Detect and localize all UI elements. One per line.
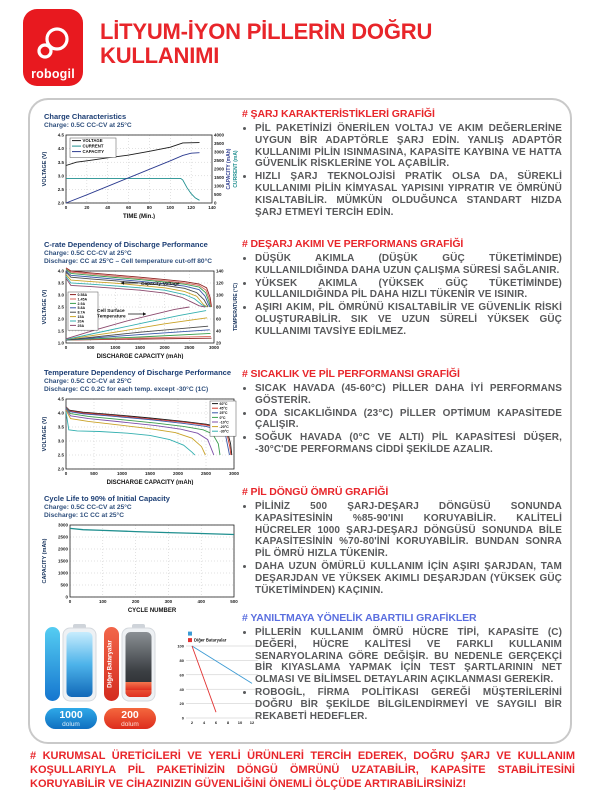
svg-text:CAPACITY (mAh): CAPACITY (mAh) <box>42 538 48 584</box>
svg-text:200: 200 <box>121 709 139 721</box>
svg-text:40: 40 <box>216 328 222 334</box>
robogil-rings-icon <box>34 26 72 67</box>
chart-title: Charge Characteristics <box>44 112 127 121</box>
section-heading: # ŞARJ KARAKTERİSTİKLERİ GRAFİĞİ <box>242 108 435 120</box>
chart-charge-characteristics <box>40 112 242 224</box>
chart-temperature-discharge <box>40 368 242 490</box>
chart-cycle-life <box>40 494 242 618</box>
svg-text:0: 0 <box>64 205 68 210</box>
section-abartili-grafikler <box>242 612 562 723</box>
cycle-life-plot <box>40 521 242 618</box>
svg-text:dolum: dolum <box>121 721 139 728</box>
svg-text:2000: 2000 <box>172 471 184 476</box>
charge-characteristics-plot <box>40 131 242 224</box>
svg-text:VOLTAGE (V): VOLTAGE (V) <box>42 151 48 187</box>
svg-text:0: 0 <box>68 599 72 604</box>
svg-text:500: 500 <box>86 345 95 350</box>
battery-comparison-graphic <box>40 624 255 738</box>
svg-text:12: 12 <box>249 720 255 725</box>
svg-text:20A: 20A <box>77 319 85 324</box>
svg-text:80: 80 <box>216 304 222 310</box>
svg-text:Capacity-Voltage: Capacity-Voltage <box>141 282 180 287</box>
svg-text:45°C: 45°C <box>219 406 228 411</box>
chart-title: C-rate Dependency of Discharge Performance <box>44 240 208 249</box>
good-battery-label <box>45 708 97 729</box>
svg-text:-30°C: -30°C <box>219 429 229 434</box>
svg-text:2000: 2000 <box>214 166 225 172</box>
svg-text:2500: 2500 <box>200 471 212 476</box>
svg-text:80: 80 <box>146 205 152 210</box>
svg-text:5.8A: 5.8A <box>77 306 86 311</box>
page-title-line1: LİTYUM-İYON PİLLERİN DOĞRU <box>100 19 433 44</box>
chart-subtitle: Discharge: 1C CC at 25°C <box>44 512 124 519</box>
svg-text:500: 500 <box>90 471 98 476</box>
svg-text:Temperature: Temperature <box>97 314 126 320</box>
bullet: • PİLLERİN KULLANIM ÖMRÜ HÜCRE TİPİ, KAPASİTE (C) DEĞERİ, HÜCRE KALİTESİ VE FARKLI KULLANIM SENARYOLARINA GÖRE DEĞİŞİR. BU NEDENLE GERÇEKÇİ BİR KIYASLAMA YAPMAK İÇİN TEST ŞARTLARININ NET OLMASI VE BİLİMSEL DETAYLARIN AÇIKLANMASI GEREKİR. <box>255 627 562 686</box>
footer-note: # KURUMSAL ÜRETİCİLERİ VE YERLİ ÜRÜNLERİ TERCİH EDEREK, DOĞRU ŞARJ VE KULLANIM KOŞULLARIYLA PİL PAKETİNİZİN DÖNGÜ ÖMRÜNÜ UZATABİLİR, KAPASİTE STABİLİTESİNİ KORUYABİLİR VE CİHAZINIZIN GÜVENLİĞİNİ ÖNEMLİ ÖLÇÜDE ARTIRABİLİRSİNİZ! <box>30 750 575 790</box>
svg-text:4.0: 4.0 <box>57 146 64 152</box>
bad-battery-icon <box>104 624 155 701</box>
svg-text:1.0: 1.0 <box>57 340 64 346</box>
svg-text:6: 6 <box>214 720 218 725</box>
section-heading: # YANILTMAYA YÖNELİK ABARTILI GRAFİKLER <box>242 612 477 624</box>
svg-text:300: 300 <box>164 599 173 604</box>
svg-text:4.5: 4.5 <box>57 396 64 402</box>
svg-text:dolum: dolum <box>62 721 80 728</box>
bullet: • SOĞUK HAVADA (0°C VE ALTI) PİL KAPASİTESİ DÜŞER, -30°C'DE PERFORMANS CİDDİ ŞEKİLDE AZALIR. <box>255 432 562 456</box>
bullet: • ODA SICAKLIĞINDA (23°C) PİLLER OPTİMUM KAPASİTEDE ÇALIŞIR. <box>255 408 562 432</box>
chart-subtitle: Discharge: CC at 25°C – Cell temperature cut-off 80°C <box>44 258 212 265</box>
battery-illustrations <box>42 624 167 736</box>
svg-text:1000: 1000 <box>59 709 83 721</box>
svg-text:2000: 2000 <box>159 345 170 350</box>
svg-text:CAPACITY (mAh): CAPACITY (mAh) <box>226 148 232 190</box>
bullet: • PİLİNİZ 500 ŞARJ-DEŞARJ DÖNGÜSÜ SONUNDA KAPASİTESİNİN %85-90'INI KORUYABİLİR. KALİTELİ HÜCRELER 1000 ŞARJ-DEŞARJ DÖNGÜSÜ SONUNDA BİLE KAPASİTESİNİN %70-80'İNİ KORUYABİLİR. BUNDAN SONRA PİL ÖMRÜ HIZLA TÜKENİR. <box>255 501 562 560</box>
section-dongu-omru <box>242 486 562 597</box>
svg-text:1500: 1500 <box>214 175 225 181</box>
svg-text:2.0: 2.0 <box>57 316 64 322</box>
chart-subtitle: Charge: 0.5C CC-CV at 25°C <box>44 122 132 129</box>
svg-text:-10°C: -10°C <box>219 420 229 425</box>
svg-text:VOLTAGE: VOLTAGE <box>82 138 103 143</box>
svg-text:15A: 15A <box>77 315 85 319</box>
section-sarj-karakteristikleri <box>242 108 562 219</box>
svg-text:0: 0 <box>65 594 68 600</box>
svg-text:DISCHARGE CAPACITY (mAh): DISCHARGE CAPACITY (mAh) <box>96 354 184 359</box>
svg-text:0°C: 0°C <box>219 415 226 420</box>
svg-text:1.45A: 1.45A <box>77 297 88 302</box>
svg-text:0: 0 <box>214 200 217 206</box>
svg-text:10: 10 <box>237 720 243 725</box>
svg-text:3.5: 3.5 <box>57 280 64 286</box>
svg-text:3.5: 3.5 <box>57 159 64 165</box>
crate-discharge-plot <box>40 267 242 364</box>
svg-text:1000: 1000 <box>57 570 68 576</box>
svg-text:100: 100 <box>99 599 107 604</box>
svg-text:1000: 1000 <box>116 471 128 476</box>
section-heading: # SICAKLIK VE PİL PERFORMANSI GRAFİĞİ <box>242 368 460 380</box>
svg-text:60: 60 <box>216 316 222 322</box>
svg-text:2000: 2000 <box>57 546 68 552</box>
svg-text:TEMPERATURE (°C): TEMPERATURE (°C) <box>233 282 239 332</box>
svg-text:1500: 1500 <box>144 471 156 476</box>
svg-text:Diğer Bataryalar: Diğer Bataryalar <box>194 637 227 643</box>
svg-text:CURRENT (mA): CURRENT (mA) <box>233 150 239 188</box>
svg-text:3000: 3000 <box>208 345 220 350</box>
chart-subtitle: Charge: 0.5C CC-CV at 25°C <box>44 378 132 385</box>
svg-text:8: 8 <box>226 720 230 725</box>
svg-text:-20°C: -20°C <box>219 425 229 429</box>
svg-text:3000: 3000 <box>214 149 225 155</box>
section-sicaklik-performans <box>242 368 562 457</box>
chart-title: Cycle Life to 90% of Initial Capacity <box>44 494 170 503</box>
svg-text:2.9A: 2.9A <box>77 301 86 306</box>
svg-text:8.7A: 8.7A <box>77 310 86 315</box>
svg-text:60°C: 60°C <box>219 402 228 406</box>
bullet: • PİL PAKETİNİZİ ÖNERİLEN VOLTAJ VE AKIM DEĞERLERİNE UYGUN BİR ADAPTÖRLE ŞARJ EDİN. YANLIŞ ADAPTÖR KULLANIMI PİLİN ISINMASINA, KAPASİTE KAYBINA VE HATTA GÜVENLİK RİSKLERİNE YOL AÇABİLİR. <box>255 123 562 170</box>
svg-text:500: 500 <box>60 582 68 588</box>
bullet: • HIZLI ŞARJ TEKNOLOJİSİ PRATİK OLSA DA, SÜREKLİ KULLANIMI PİLİN KİMYASAL YAPISINI YIPRATIR VE ÖMRÜNÜ KISALTABİLİR. MÜMKÜN OLDUĞUNCA STANDART HIZDA ŞARJ ETMEYİ TERCİH EDİN. <box>255 171 562 218</box>
svg-text:CURRENT: CURRENT <box>82 143 104 149</box>
svg-text:TIME (Min.): TIME (Min.) <box>123 214 155 219</box>
svg-text:4.0: 4.0 <box>57 410 64 416</box>
svg-text:60: 60 <box>126 205 132 210</box>
svg-text:4.5: 4.5 <box>57 132 64 138</box>
svg-text:120: 120 <box>216 280 224 286</box>
bullet: • AŞIRI AKIM, PİL ÖMRÜNÜ KISALTABİLİR VE GÜVENLİK RİSKİ OLUŞTURABİLİR. SIK VE UZUN SÜRELİ YÜKSEK GÜÇ KULLANIMI TAVSİYE EDİLMEZ. <box>255 302 562 337</box>
svg-text:CAPACITY: CAPACITY <box>82 149 105 154</box>
svg-text:2500: 2500 <box>214 158 225 164</box>
svg-text:2.0: 2.0 <box>57 200 64 206</box>
svg-text:3.0: 3.0 <box>57 292 64 298</box>
svg-text:100: 100 <box>166 205 175 210</box>
svg-text:4.0: 4.0 <box>57 268 64 274</box>
bullet: • ROBOGİL, FİRMA POLİTİKASI GEREĞİ MÜŞTERİLERİNİ DOĞRU BİR ŞEKİLDE BİLGİLENDİRMEYİ VE SAYGILI BİR REKABETİ HEDEFLER. <box>255 687 562 722</box>
svg-text:4000: 4000 <box>214 132 225 138</box>
page-title <box>100 20 540 68</box>
chart-title: Temperature Dependency of Discharge Performance <box>44 368 232 377</box>
svg-text:Cell Surface: Cell Surface <box>97 309 125 314</box>
svg-text:20: 20 <box>216 340 222 346</box>
svg-text:0: 0 <box>181 715 184 721</box>
svg-text:500: 500 <box>214 192 222 198</box>
svg-text:3000: 3000 <box>228 471 240 476</box>
svg-text:2500: 2500 <box>57 534 68 540</box>
chart-subtitle: Charge: 0.5C CC-CV at 25°C <box>44 504 132 511</box>
svg-text:100: 100 <box>177 643 184 649</box>
svg-text:0: 0 <box>64 345 68 350</box>
svg-text:100: 100 <box>216 292 224 298</box>
bullet: • DÜŞÜK AKIMLA (DÜŞÜK GÜÇ TÜKETİMİNDE) KULLANILDIĞINDA DAHA UZUN ÇALIŞMA SÜRESİ SAĞLANIR. <box>255 253 562 277</box>
bullet: • SICAK HAVADA (45-60°C) PİLLER DAHA İYİ PERFORMANS GÖSTERİR. <box>255 383 562 407</box>
svg-text:2.0: 2.0 <box>57 466 64 472</box>
svg-text:0: 0 <box>64 471 68 476</box>
content-card <box>28 98 572 744</box>
svg-text:3500: 3500 <box>214 141 225 147</box>
svg-text:200: 200 <box>131 599 140 604</box>
svg-text:3000: 3000 <box>57 522 68 528</box>
svg-text:1000: 1000 <box>110 345 121 350</box>
svg-text:3.5: 3.5 <box>57 424 64 430</box>
svg-text:2: 2 <box>190 720 194 725</box>
svg-text:CYCLE NUMBER: CYCLE NUMBER <box>127 608 177 613</box>
svg-text:140: 140 <box>216 268 224 274</box>
chart-subtitle: Discharge: CC 0.2C for each temp. except -30°C (1C) <box>44 386 209 393</box>
svg-text:1000: 1000 <box>214 183 225 189</box>
svg-text:VOLTAGE (V): VOLTAGE (V) <box>42 289 48 325</box>
svg-text:4: 4 <box>202 720 206 725</box>
bad-battery-label <box>104 708 156 729</box>
good-battery-icon <box>45 624 96 701</box>
svg-text:2.5: 2.5 <box>57 187 64 192</box>
svg-text:40: 40 <box>179 686 184 692</box>
svg-text:120: 120 <box>187 205 195 210</box>
svg-text:3.0: 3.0 <box>57 438 64 444</box>
svg-text:500: 500 <box>230 599 238 604</box>
svg-text:1500: 1500 <box>134 345 146 350</box>
svg-text:25A: 25A <box>77 323 85 328</box>
svg-text:80: 80 <box>179 658 184 663</box>
section-desarj-akimi <box>242 238 562 339</box>
svg-text:40: 40 <box>105 205 111 210</box>
svg-text:60: 60 <box>179 672 184 678</box>
svg-text:3.0: 3.0 <box>57 173 64 179</box>
svg-text:400: 400 <box>197 599 205 604</box>
bullet: • YÜKSEK AKIMLA (YÜKSEK GÜÇ TÜKETİMİNDE) KULLANILDIĞINDA PİL DAHA HIZLI TÜKENİR VE ISINIR. <box>255 278 562 302</box>
svg-text:DISCHARGE CAPACITY (mAh): DISCHARGE CAPACITY (mAh) <box>106 480 194 485</box>
section-heading: # DEŞARJ AKIMI VE PERFORMANS GRAFİĞİ <box>242 238 464 250</box>
svg-text:2.5: 2.5 <box>57 304 64 310</box>
chart-subtitle: Charge: 0.5C CC-CV at 25°C <box>44 250 132 257</box>
svg-text:2.5: 2.5 <box>57 452 64 458</box>
svg-text:20: 20 <box>179 701 184 707</box>
svg-text:140: 140 <box>208 205 216 210</box>
svg-text:2500: 2500 <box>184 345 195 350</box>
logo-wordmark: robogil <box>31 67 75 81</box>
temperature-discharge-plot <box>40 395 242 490</box>
svg-text:1500: 1500 <box>57 558 68 564</box>
svg-text:1.5: 1.5 <box>57 328 64 334</box>
svg-text:0.58A: 0.58A <box>77 293 88 297</box>
svg-text:20: 20 <box>84 205 90 210</box>
robogil-logo <box>23 9 83 86</box>
bullet: • DAHA UZUN ÖMÜRLÜ KULLANIM İÇİN AŞIRI ŞARJDAN, TAM DEŞARJDAN VE YÜKSEK AKIMLI DEŞARJDAN (YÜKSEK GÜÇ TÜKETİMİNDEN) KAÇININ. <box>255 561 562 596</box>
other-batteries-banner: Diğer Bataryalar <box>106 640 114 688</box>
svg-text:VOLTAGE (V): VOLTAGE (V) <box>42 416 48 452</box>
section-heading: # PİL DÖNGÜ ÖMRÜ GRAFİĞİ <box>242 486 389 498</box>
svg-text:25°C: 25°C <box>219 411 228 416</box>
page-title-line2: KULLANIMI <box>100 43 220 69</box>
chart-crate-discharge <box>40 240 242 364</box>
